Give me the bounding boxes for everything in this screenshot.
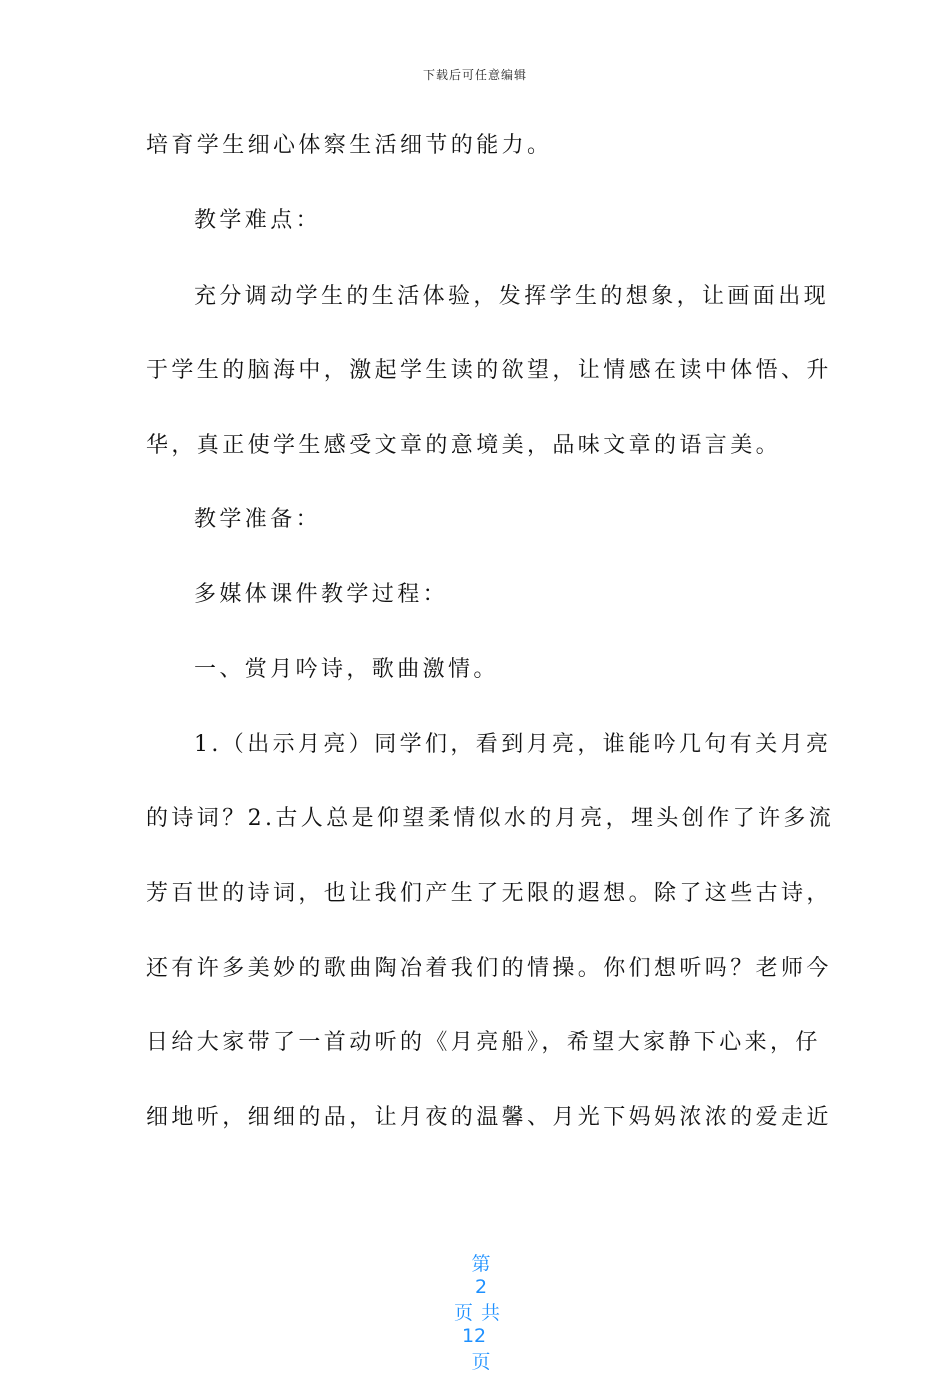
footer-current-page: 2 <box>475 1276 488 1298</box>
body-line: 1.（出示月亮）同学们，看到月亮，谁能吟几句有关月亮 <box>194 732 832 757</box>
footer-total-pages: 12 <box>461 1325 487 1347</box>
body-line: 还有许多美妙的歌曲陶冶着我们的情操。你们想听吗？老师今 <box>146 956 832 981</box>
body-line: 芳百世的诗词，也让我们产生了无限的遐想。除了这些古诗， <box>146 881 832 906</box>
body-line: 的诗词？2.古人总是仰望柔情似水的月亮，埋头创作了许多流 <box>146 806 835 831</box>
body-line: 日给大家带了一首动听的《月亮船》，希望大家静下心来，仔 <box>146 1030 821 1055</box>
body-line: 培育学生细心体察生活细节的能力。 <box>146 133 553 158</box>
footer-prefix: 第 <box>471 1253 491 1275</box>
body-line: 教学难点： <box>194 208 322 233</box>
footer-middle: 页共 <box>454 1302 509 1324</box>
header-note: 下载后可任意编辑 <box>422 68 527 82</box>
body-line: 于学生的脑海中，激起学生读的欲望，让情感在读中体悟、升 <box>146 358 832 383</box>
body-line: 多媒体课件教学过程： <box>194 582 449 607</box>
body-line: 细地听，细细的品，让月夜的温馨、月光下妈妈浓浓的爱走近 <box>146 1105 832 1130</box>
body-line: 充分调动学生的生活体验，发挥学生的想象，让画面出现 <box>194 284 830 309</box>
page-footer <box>0 1227 950 1374</box>
body-line: 教学准备： <box>194 507 322 532</box>
body-line: 华，真正使学生感受文章的意境美，品味文章的语言美。 <box>146 433 782 458</box>
footer-suffix: 页 <box>471 1351 491 1373</box>
body-line: 一、赏月吟诗，歌曲激情。 <box>194 657 499 682</box>
